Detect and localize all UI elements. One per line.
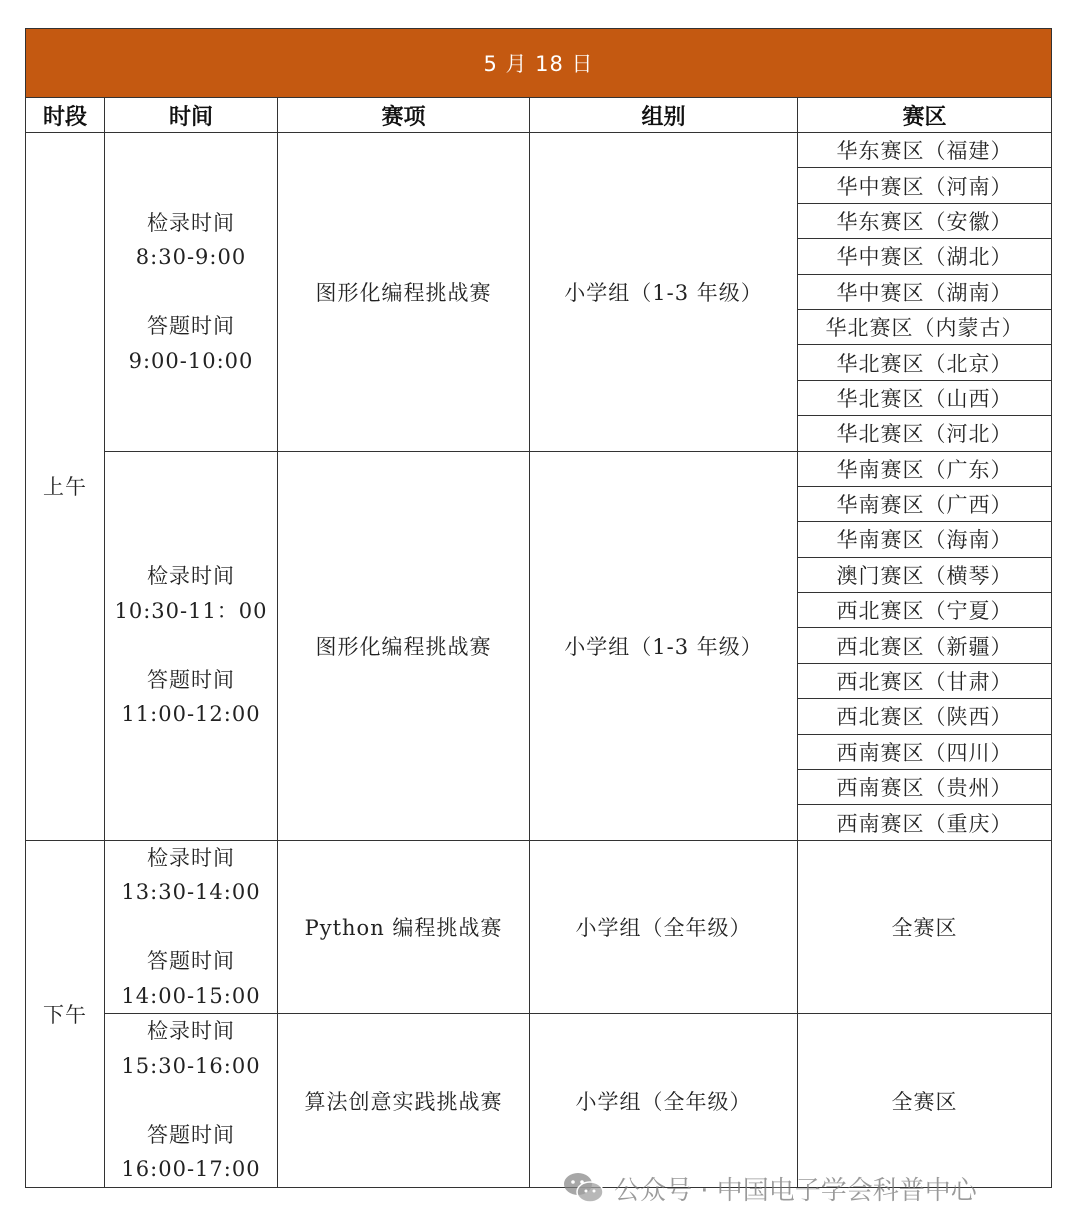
- group-cell: 小学组（全年级）: [530, 1014, 798, 1188]
- region-cell: 澳门赛区（横琴）: [798, 557, 1052, 592]
- check-time: 10:30-11：00: [114, 598, 268, 623]
- event-cell: 图形化编程挑战赛: [278, 451, 530, 840]
- check-label: 检录时间: [147, 564, 235, 589]
- answer-label: 答题时间: [147, 949, 235, 974]
- date-title: 5 月 18 日: [26, 29, 1052, 98]
- check-label: 检录时间: [147, 210, 235, 235]
- time-cell: [105, 840, 278, 1014]
- event-cell: 算法创意实践挑战赛: [278, 1014, 530, 1188]
- group-cell: 小学组（1-3 年级）: [530, 133, 798, 452]
- check-time: 8:30-9:00: [135, 245, 247, 269]
- region-cell: 华北赛区（内蒙古）: [798, 309, 1052, 344]
- header-period: 时段: [26, 98, 105, 133]
- table-row: [26, 133, 1052, 168]
- answer-label: 答题时间: [147, 667, 235, 692]
- region-cell: 华东赛区（福建）: [798, 133, 1052, 168]
- region-cell: 西南赛区（四川）: [798, 734, 1052, 769]
- watermark-text: 公众号 · 中国电子学会科普中心: [614, 1175, 977, 1206]
- region-cell: 西北赛区（陕西）: [798, 699, 1052, 734]
- header-row: [26, 98, 1052, 133]
- header-region: 赛区: [798, 98, 1052, 133]
- event-cell: Python 编程挑战赛: [278, 840, 530, 1014]
- region-cell: 华南赛区（海南）: [798, 522, 1052, 557]
- group-cell: 小学组（全年级）: [530, 840, 798, 1014]
- region-cell: 华北赛区（山西）: [798, 380, 1052, 415]
- region-cell: 华东赛区（安徽）: [798, 203, 1052, 238]
- time-cell: [105, 451, 278, 840]
- region-cell: 西北赛区（宁夏）: [798, 593, 1052, 628]
- region-cell: 华北赛区（北京）: [798, 345, 1052, 380]
- answer-label: 答题时间: [147, 1122, 235, 1147]
- region-cell: 全赛区: [798, 1014, 1052, 1188]
- check-label: 检录时间: [147, 1019, 235, 1044]
- region-cell: 全赛区: [798, 840, 1052, 1014]
- region-cell: 华南赛区（广东）: [798, 451, 1052, 486]
- check-time: 15:30-16:00: [121, 1053, 261, 1078]
- answer-label: 答题时间: [147, 314, 235, 338]
- region-cell: 华北赛区（河北）: [798, 416, 1052, 451]
- answer-time: 9:00-10:00: [128, 348, 254, 373]
- period-afternoon: 下午: [26, 840, 105, 1187]
- header-event: 赛项: [278, 98, 530, 133]
- event-cell: 图形化编程挑战赛: [278, 133, 530, 452]
- table-row: [26, 1014, 1052, 1188]
- table-row: [26, 840, 1052, 1014]
- header-time: 时间: [105, 98, 278, 133]
- time-cell: [105, 133, 278, 452]
- watermark: [562, 1170, 977, 1206]
- title-row: [26, 29, 1052, 98]
- answer-time: 14:00-15:00: [121, 983, 261, 1008]
- schedule-table: [25, 28, 1052, 1188]
- answer-time: 11:00-12:00: [121, 702, 261, 727]
- region-cell: 华中赛区（湖南）: [798, 274, 1052, 309]
- region-cell: 华南赛区（广西）: [798, 486, 1052, 521]
- check-label: 检录时间: [147, 845, 235, 870]
- answer-time: 16:00-17:00: [121, 1157, 261, 1182]
- region-cell: 华中赛区（河南）: [798, 168, 1052, 203]
- region-cell: 华中赛区（湖北）: [798, 239, 1052, 274]
- wechat-icon: [562, 1170, 606, 1206]
- time-cell: [105, 1014, 278, 1188]
- check-time: 13:30-14:00: [121, 880, 261, 905]
- period-morning: 上午: [26, 133, 105, 841]
- region-cell: 西南赛区（重庆）: [798, 805, 1052, 840]
- region-cell: 西北赛区（新疆）: [798, 628, 1052, 663]
- region-cell: 西南赛区（贵州）: [798, 770, 1052, 805]
- group-cell: 小学组（1-3 年级）: [530, 451, 798, 840]
- region-cell: 西北赛区（甘肃）: [798, 663, 1052, 698]
- table-row: [26, 451, 1052, 486]
- header-group: 组别: [530, 98, 798, 133]
